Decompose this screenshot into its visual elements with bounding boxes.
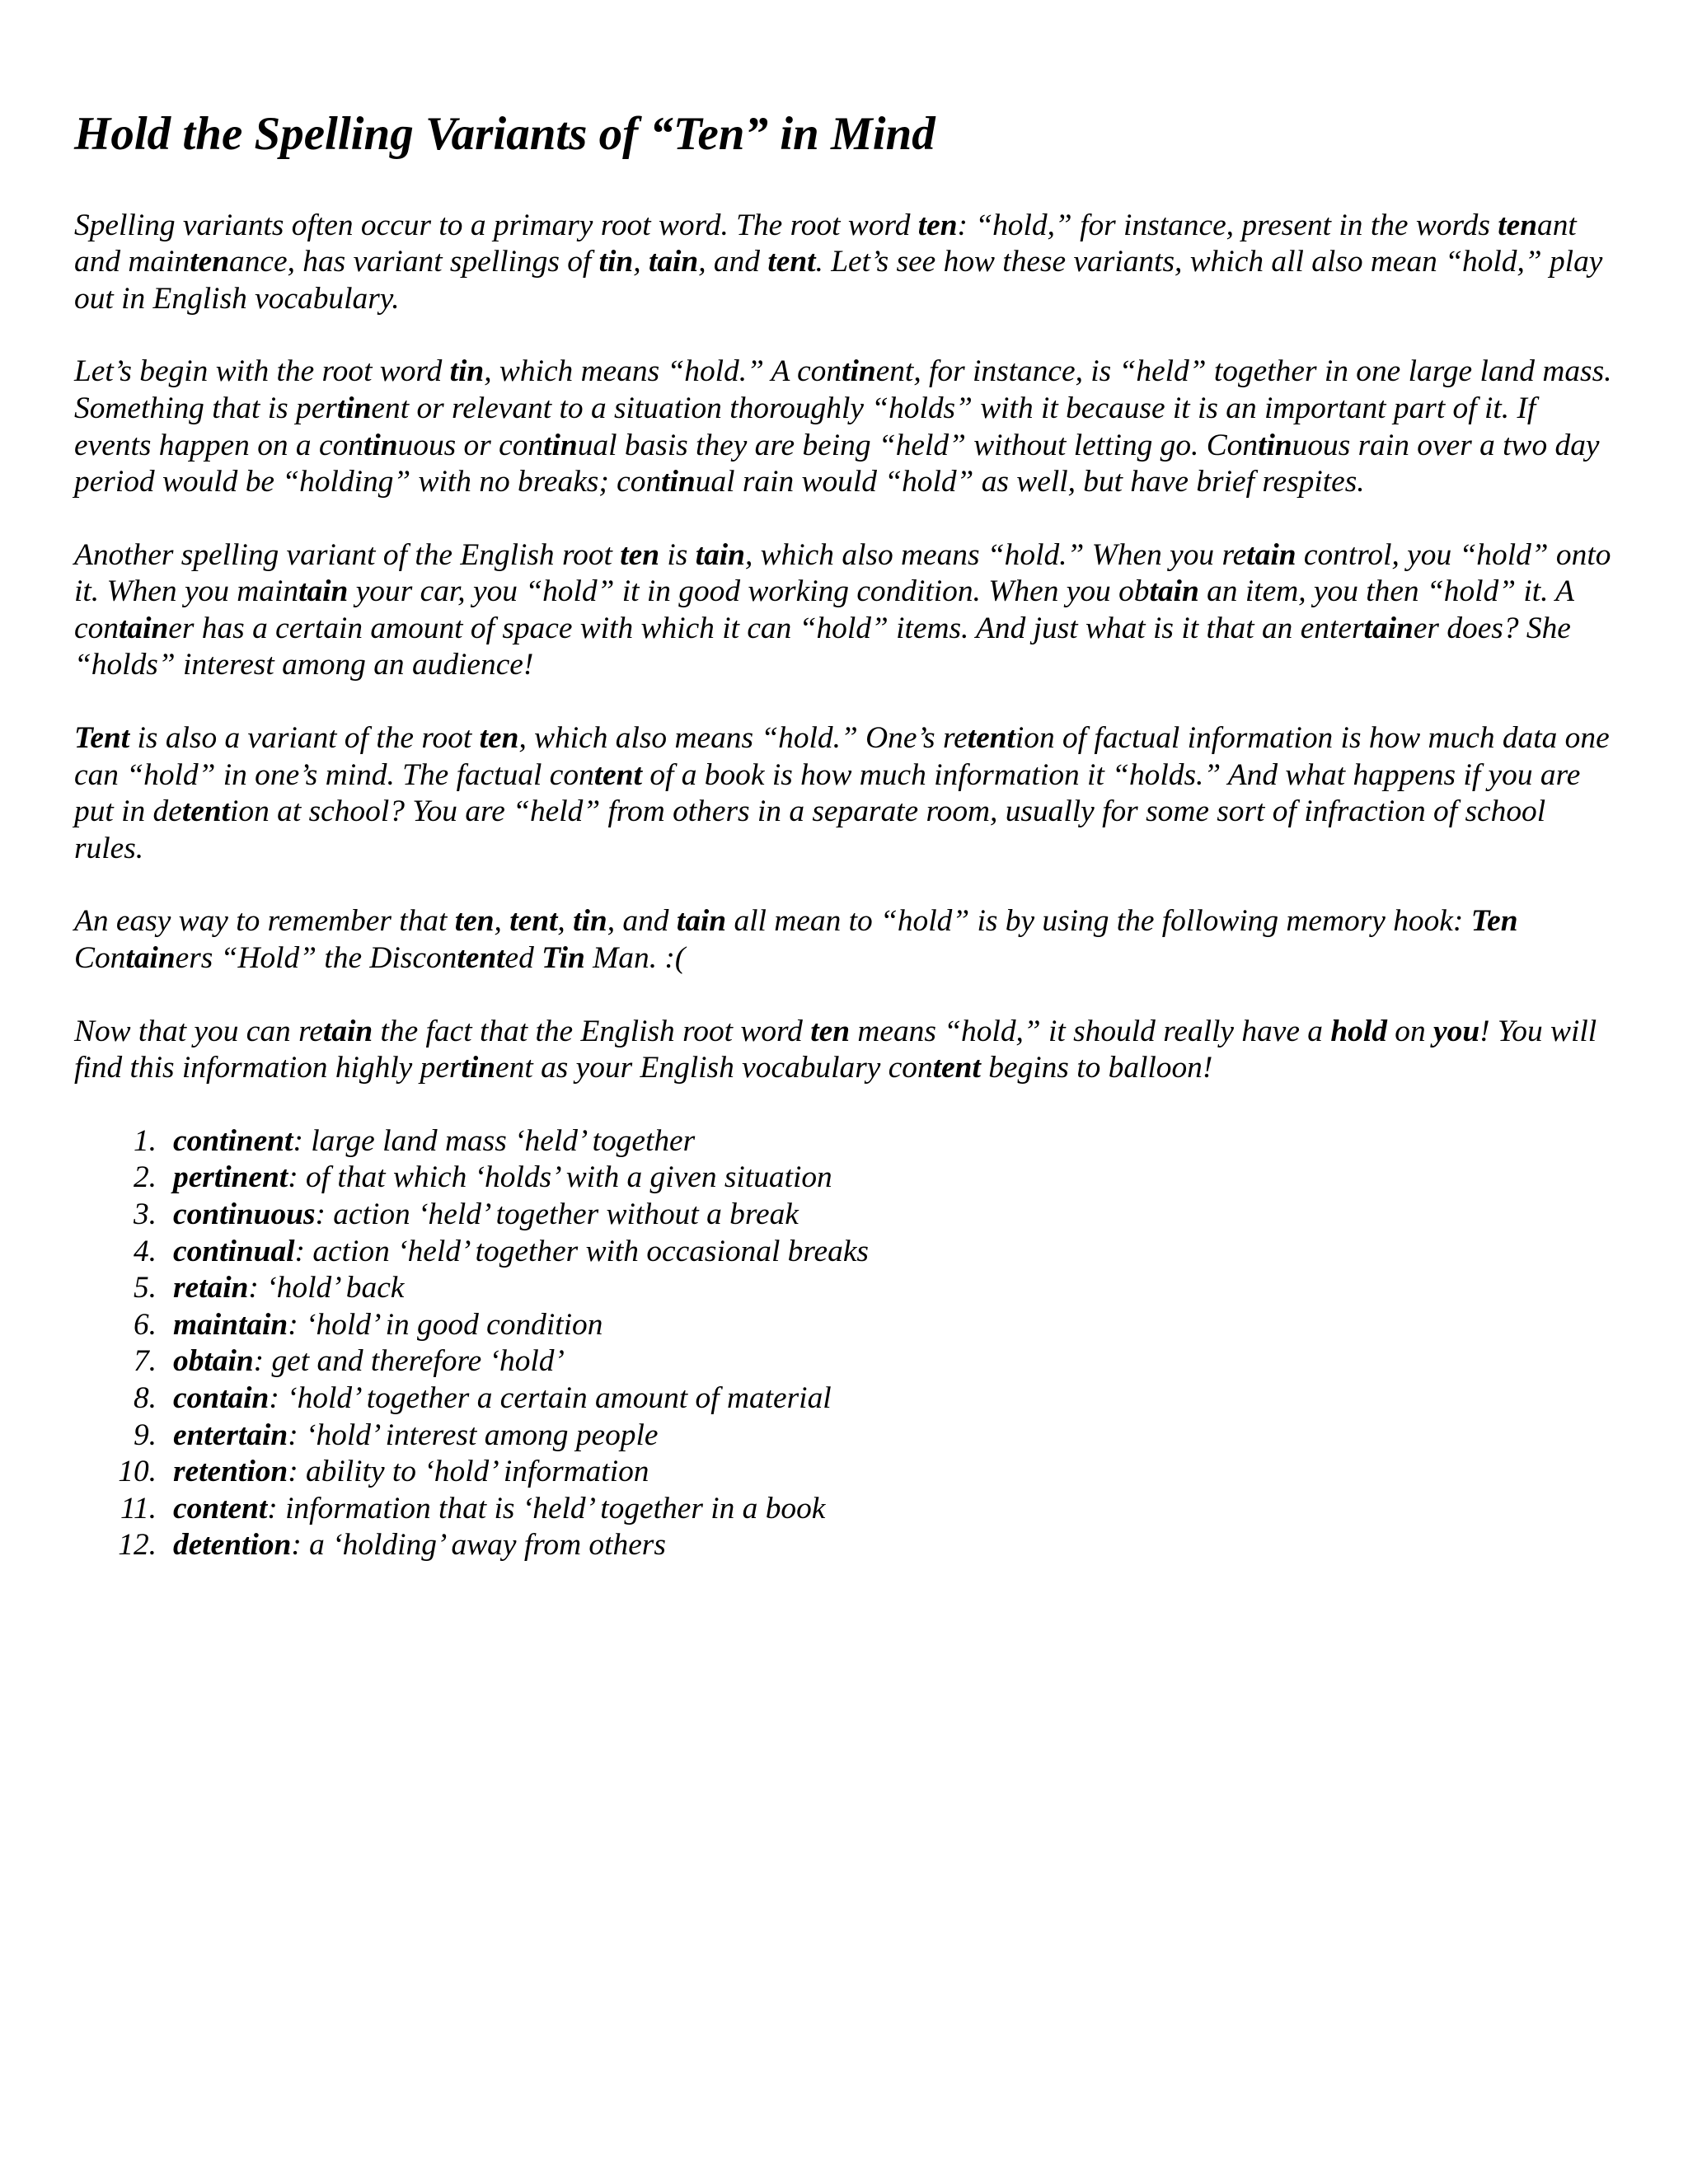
paragraph-text: control, you “hold” onto it. When you main (74, 537, 1611, 609)
root-highlight: tin (1258, 428, 1292, 462)
list-item-term: continual (173, 1234, 295, 1268)
list-item-term: detention (173, 1528, 292, 1563)
paragraph-text: ant and main (74, 208, 1577, 279)
list-item-content (173, 1307, 603, 1344)
list-item-term: content (173, 1491, 268, 1526)
list-item (74, 1491, 1615, 1528)
list-item-gap (157, 1491, 173, 1528)
list-item-content (173, 1123, 695, 1160)
root-highlight: tin (598, 245, 634, 279)
list-item (74, 1454, 1615, 1491)
list-item (74, 1307, 1615, 1344)
root-highlight: tin (573, 904, 607, 939)
list-item-gap (157, 1343, 173, 1380)
list-item (74, 1197, 1615, 1234)
list-item-number: 4. (133, 1234, 157, 1268)
list-item (74, 1270, 1615, 1307)
list-item-number: 6. (133, 1307, 157, 1342)
paragraph-text: , and (698, 245, 768, 279)
list-item-number: 9. (133, 1418, 157, 1452)
root-highlight: tain (695, 537, 745, 572)
paragraph-text: , (494, 904, 510, 939)
paragraph-text: means “hold,” it should really have a (850, 1014, 1331, 1048)
paragraph-text: Man. :( (584, 941, 686, 976)
root-highlight: tain (648, 245, 699, 279)
paragraph-3 (74, 537, 1615, 684)
list-item (74, 1234, 1615, 1271)
list-item-definition: : ‘hold’ interest among people (288, 1418, 659, 1452)
vocabulary-list (74, 1123, 1615, 1564)
list-item-definition: : action ‘held’ together with occasional breaks (294, 1234, 869, 1268)
paragraph-6 (74, 1014, 1615, 1087)
list-item (74, 1418, 1615, 1455)
root-highlight: Ten (1470, 904, 1518, 939)
root-highlight: Tent (74, 721, 130, 756)
root-highlight: tain (1363, 611, 1414, 645)
paragraph-text: ent as your English vocabulary con (495, 1051, 933, 1085)
root-highlight: tin (449, 354, 485, 389)
list-item-number: 2. (133, 1160, 157, 1195)
list-item-term: entertain (173, 1418, 288, 1452)
paragraph-text: on (1386, 1014, 1434, 1048)
list-item-gap (157, 1160, 173, 1197)
root-highlight: ten (620, 537, 660, 572)
paragraph-text: is also a variant of the root (129, 721, 480, 756)
paragraph-2 (74, 354, 1615, 500)
list-item-gap (157, 1380, 173, 1418)
list-item-number: 7. (133, 1344, 157, 1379)
root-highlight: tain (322, 1014, 373, 1048)
paragraph-text: ! You will find this information highly per (74, 1014, 1597, 1085)
list-item-term: continent (173, 1123, 293, 1158)
root-highlight: tain (1149, 574, 1199, 609)
list-item-content (173, 1270, 404, 1307)
paragraph-text: all mean to “hold” is by using the following memory hook: (726, 904, 1471, 939)
root-highlight: ten (810, 1014, 851, 1048)
list-item-definition: : ‘hold’ together a certain amount of material (269, 1380, 832, 1415)
list-item-definition: : ability to ‘hold’ information (288, 1455, 649, 1489)
paragraph-text: of a book is how much information it “holds.” And what happens if you are put in de (74, 757, 1581, 829)
list-item-term: retain (173, 1271, 249, 1305)
list-item-content (173, 1418, 659, 1455)
list-item-gap (157, 1197, 173, 1234)
root-highlight: tent (593, 757, 642, 792)
paragraph-text: Another spelling variant of the English root (74, 537, 621, 572)
root-highlight: tin (363, 428, 398, 462)
paragraph-text: begins to balloon! (980, 1051, 1213, 1085)
root-highlight: Tin (542, 941, 585, 976)
paragraph-text: ual rain would “hold” as well, but have brief respites. (695, 465, 1365, 499)
list-item-content (173, 1197, 799, 1234)
paragraph-text: is (659, 537, 696, 572)
list-item-number: 3. (133, 1197, 157, 1232)
list-item (74, 1343, 1615, 1380)
paragraph-text: er has a certain amount of space with which it can “hold” items. And just what is it that an enter (168, 611, 1364, 645)
paragraph-text: your car, you “hold” it in good working condition. When you ob (348, 574, 1150, 609)
paragraph-text: ion of factual information is how much data one can “hold” in one’s mind. The factual con (74, 721, 1610, 792)
list-item-content (173, 1527, 666, 1564)
list-item-gap (157, 1454, 173, 1491)
body-paragraphs (74, 208, 1615, 1087)
paragraph-text: : “hold,” for instance, present in the words (957, 208, 1498, 242)
root-highlight: hold (1330, 1014, 1387, 1048)
list-item (74, 1160, 1615, 1197)
root-highlight: ten (479, 721, 519, 756)
list-item-content (173, 1234, 869, 1271)
list-item-content (173, 1454, 649, 1491)
document-page (74, 107, 1615, 1564)
root-highlight: tent (932, 1051, 981, 1085)
paragraph-text: ent, for instance, is “held” together in one large land mass. Something that is per (74, 354, 1612, 425)
list-item-term: obtain (173, 1344, 254, 1379)
list-item-definition: : ‘hold’ in good condition (288, 1307, 603, 1342)
list-item-term: continuous (173, 1197, 316, 1232)
paragraph-text: An easy way to remember that (74, 904, 455, 939)
list-item-content (173, 1343, 565, 1380)
paragraph-text: , which means “hold.” A con (484, 354, 842, 389)
list-item-definition: : action ‘held’ together without a break (315, 1197, 799, 1232)
list-item (74, 1380, 1615, 1418)
root-highlight: tin (543, 428, 578, 462)
root-highlight: you (1433, 1014, 1480, 1048)
paragraph-text: , (557, 904, 574, 939)
list-item-definition: : information that is ‘held’ together in a book (267, 1491, 826, 1526)
root-highlight: ten (190, 245, 229, 279)
paragraph-text: , which also means “hold.” One’s re (518, 721, 968, 756)
paragraph-text: ers “Hold” the Discon (175, 941, 457, 976)
list-item-gap (157, 1307, 173, 1344)
root-highlight: tent (767, 245, 816, 279)
root-highlight: tain (676, 904, 727, 939)
document-title: Hold the Spelling Variants of “Ten” in Mind (74, 108, 935, 160)
root-highlight: tain (119, 611, 169, 645)
list-item-number: 8. (133, 1380, 157, 1415)
paragraph-text: , and (607, 904, 677, 939)
list-item-definition: : a ‘holding’ away from others (291, 1528, 666, 1563)
root-highlight: tent (181, 794, 231, 829)
list-item-number: 10. (118, 1455, 157, 1489)
paragraph-text: ent or relevant to a situation thoroughly “holds” with it because it is an important part of it. If events happen on a con (74, 391, 1536, 462)
paragraph-text: Let’s begin with the root word (74, 354, 450, 389)
paragraph-text: Spelling variants often occur to a primary root word. The root word (74, 208, 918, 242)
paragraph-text: Con (74, 941, 126, 976)
list-item-definition: : ‘hold’ back (248, 1271, 405, 1305)
root-highlight: tin (842, 354, 876, 389)
list-item-content (173, 1491, 825, 1528)
root-highlight: tain (125, 941, 176, 976)
list-item-gap (157, 1234, 173, 1271)
root-highlight: tent (457, 941, 505, 976)
paragraph-text: , which also means “hold.” When you re (744, 537, 1247, 572)
list-item-term: contain (173, 1380, 270, 1415)
paragraph-text: the fact that the English root word (373, 1014, 811, 1048)
paragraph-5 (74, 903, 1615, 977)
paragraph-text: an item, you then “hold” it. A con (74, 574, 1574, 645)
root-highlight: ten (917, 208, 958, 242)
paragraph-text: , (633, 245, 649, 279)
root-highlight: tain (298, 574, 349, 609)
list-item-number: 1. (133, 1123, 157, 1158)
paragraph-text: ed (504, 941, 542, 976)
list-item-definition: : of that which ‘holds’ with a given situation (288, 1160, 832, 1195)
paragraph-4 (74, 720, 1615, 867)
root-highlight: tain (1246, 537, 1296, 572)
paragraph-text: Now that you can re (74, 1014, 323, 1048)
paragraph-text: uous rain over a two day period would be “holding” with no breaks; con (74, 428, 1600, 499)
root-highlight: tin (336, 391, 372, 425)
list-item-term: retention (173, 1455, 288, 1489)
root-highlight: tent (967, 721, 1015, 756)
paragraph-text: er does? She “holds” interest among an audience! (74, 611, 1571, 682)
root-highlight: tent (509, 904, 558, 939)
list-item-gap (157, 1527, 173, 1564)
list-item-gap (157, 1270, 173, 1307)
paragraph-text: ual basis they are being “held” without letting go. Con (577, 428, 1259, 462)
root-highlight: ten (1498, 208, 1538, 242)
paragraph-text: uous or con (397, 428, 544, 462)
list-item-definition: : large land mass ‘held’ together (293, 1123, 696, 1158)
list-item-number: 5. (133, 1271, 157, 1305)
root-highlight: ten (454, 904, 495, 939)
paragraph-text: ion at school? You are “held” from others in a separate room, usually for some sort of infraction of school rules. (74, 794, 1546, 865)
paragraph-text: ance, has variant spellings of (229, 245, 599, 279)
root-highlight: tin (461, 1051, 496, 1085)
list-item-number: 11. (120, 1491, 157, 1526)
list-item-term: pertinent (173, 1160, 288, 1195)
list-item (74, 1123, 1615, 1160)
list-item (74, 1527, 1615, 1564)
list-item-gap (157, 1418, 173, 1455)
list-item-content (173, 1380, 832, 1418)
list-item-content (173, 1160, 832, 1197)
root-highlight: tin (661, 465, 696, 499)
list-item-gap (157, 1123, 173, 1160)
list-item-definition: : get and therefore ‘hold’ (253, 1344, 565, 1379)
paragraph-text: . Let’s see how these variants, which all also mean “hold,” play out in English vocabulary. (74, 245, 1603, 316)
list-item-number: 12. (118, 1528, 157, 1563)
paragraph-1 (74, 208, 1615, 318)
list-item-term: maintain (173, 1307, 288, 1342)
